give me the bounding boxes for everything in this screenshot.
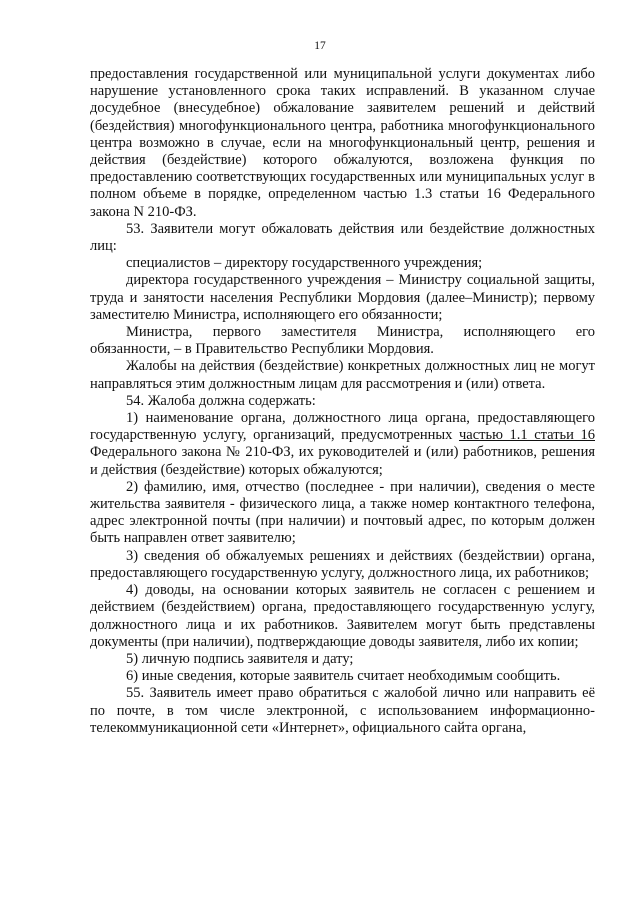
list-item-6: 6) иные сведения, которые заявитель считает необходимым сообщить.	[126, 668, 561, 685]
paragraph-specialists: специалистов – директору государственного учреждения;	[126, 255, 483, 272]
paragraph-continuation: предоставления государственной или муниципальной услуги документах либо нарушение установленного срока таких исправлений. В указанном случае досудебное (внесудебное) обжалование заявителем решений и действий (бездействия) многофункционального центра, работника многофункционального центра возможно в случае, если на многофункциональный центр, решения и действия (бездействие) которого обжалуются, возложена функция по предоставлению соответствующих государственных или муниципальных услуг в полном объеме в порядке, определенном частью 1.3 статьи 16 Федерального закона N 210-ФЗ.	[90, 66, 595, 220]
paragraph-54: 54. Жалоба должна содержать:	[126, 392, 316, 409]
list-item-3: 3) сведения об обжалуемых решениях и действиях (бездействии) органа, предоставляющего государственную услугу, должностного лица, их работников;	[90, 547, 595, 581]
paragraph-minister: Министра, первого заместителя Министра, исполняющего его обязанности, – в Правительство Республики Мордовия.	[90, 324, 595, 358]
paragraph-complaints-restriction: Жалобы на действия (бездействие) конкретных должностных лиц не могут направляться этим должностным лицам для рассмотрения и (или) ответа.	[90, 358, 595, 392]
page-number: 17	[314, 40, 326, 52]
list-item-1-start: 1) наименование органа, должностного лица органа, предоставляющего государственную услугу, организаций, предусмотренных	[90, 410, 595, 444]
paragraph-director: директора государственного учреждения – Министру социальной защиты, труда и занятости населения Республики Мордовия (далее–Министр); первому заместителю Министра, исполняющего его обязанности;	[90, 272, 595, 323]
law-article-link[interactable]: частью 1.1 статьи 16	[458, 427, 595, 444]
document-body	[90, 66, 595, 737]
list-item-2: 2) фамилию, имя, отчество (последнее - при наличии), сведения о месте жительства заявителя - физического лица, а также номер контактного телефона, адрес электронной почты (при наличии) и почтовый адрес, по которым должен быть направлен ответ заявителю;	[90, 478, 595, 547]
paragraph-53: 53. Заявители могут обжаловать действия или бездействие должностных лиц:	[90, 220, 595, 255]
list-item-4: 4) доводы, на основании которых заявитель не согласен с решением и действием (бездействием) органа, предоставляющего государственную услугу, должностного лица и их работников. Заявителем могут быть представлены документы (при наличии), подтверждающие доводы заявителя, либо их копии;	[90, 582, 595, 650]
list-item-1-end: Федерального закона № 210-ФЗ, их руководителей и (или) работников, решения и действия (бездействие) которых обжалуются;	[90, 444, 595, 478]
paragraph-55: 55. Заявитель имеет право обратиться с жалобой лично или направить её по почте, в том числе электронной, с использованием информационно-телекоммуникационной сети «Интернет», официального сайта органа,	[90, 685, 595, 736]
list-item-1	[90, 410, 595, 479]
list-item-5: 5) личную подпись заявителя и дату;	[126, 650, 354, 667]
